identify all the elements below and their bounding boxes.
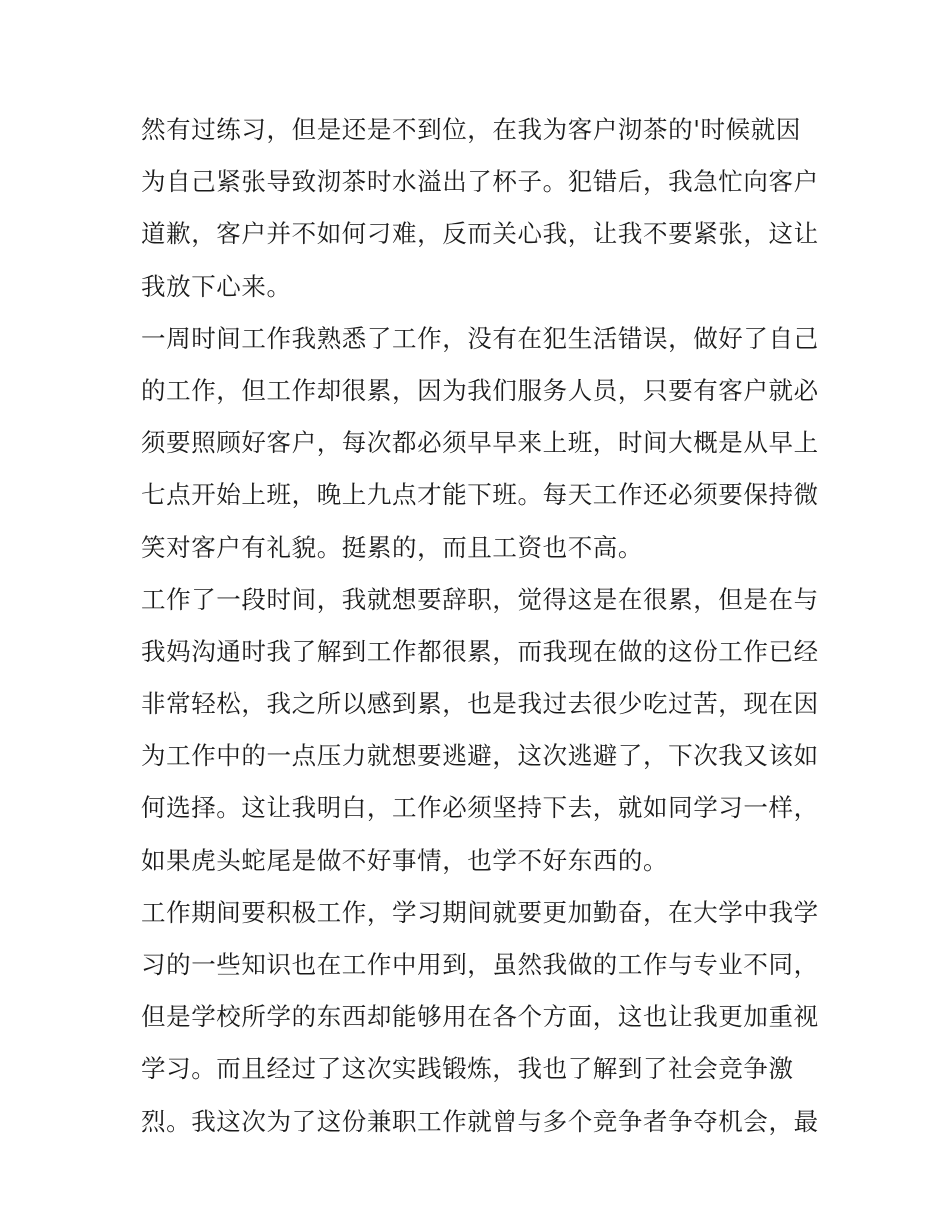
text-line: 然有过练习，但是还是不到位，在我为客户沏茶的'时候就因 bbox=[141, 115, 801, 144]
text-line: 笑对客户有礼貌。挺累的，而且工资也不高。 bbox=[141, 532, 643, 562]
text-line: 一周时间工作我熟悉了工作，没有在犯生活错误，做好了自己 bbox=[141, 323, 819, 353]
text-line: 如果虎头蛇尾是做不好事情，也学不好东西的。 bbox=[141, 845, 669, 875]
text-line: 但是学校所学的东西却能够用在各个方面，这也让我更加重视 bbox=[141, 1002, 819, 1032]
text-line: 何选择。这让我明白，工作必须坚持下去，就如同学习一样， bbox=[141, 793, 819, 823]
text-line: 为工作中的一点压力就想要逃避，这次逃避了，下次我又该如 bbox=[141, 741, 819, 771]
text-line: 为自己紧张导致沏茶时水溢出了杯子。犯错后，我急忙向客户 bbox=[141, 167, 819, 197]
text-line: 须要照顾好客户，每次都必须早早来上班，时间大概是从早上 bbox=[141, 428, 819, 458]
text-line: 的工作，但工作却很累，因为我们服务人员，只要有客户就必 bbox=[141, 375, 819, 405]
text-line: 习的一些知识也在工作中用到，虽然我做的工作与专业不同， bbox=[141, 950, 819, 979]
text-line: 道歉，客户并不如何刁难，反而关心我，让我不要紧张，这让 bbox=[141, 219, 819, 249]
text-line: 非常轻松，我之所以感到累，也是我过去很少吃过苦，现在因 bbox=[141, 689, 819, 719]
text-line: 七点开始上班，晚上九点才能下班。每天工作还必须要保持微 bbox=[141, 480, 819, 510]
text-line: 工作了一段时间，我就想要辞职，觉得这是在很累，但是在与 bbox=[141, 584, 819, 614]
body-text bbox=[141, 104, 819, 1148]
text-line: 学习。而且经过了这次实践锻炼，我也了解到了社会竞争激 bbox=[141, 1054, 794, 1084]
text-line: 工作期间要积极工作，学习期间就要更加勤奋，在大学中我学 bbox=[141, 897, 819, 927]
text-line: 我放下心来。 bbox=[141, 271, 292, 301]
text-line: 烈。我这次为了这份兼职工作就曾与多个竞争者争夺机会，最 bbox=[141, 1106, 819, 1136]
text-line: 我妈沟通时我了解到工作都很累，而我现在做的这份工作已经 bbox=[141, 636, 819, 666]
